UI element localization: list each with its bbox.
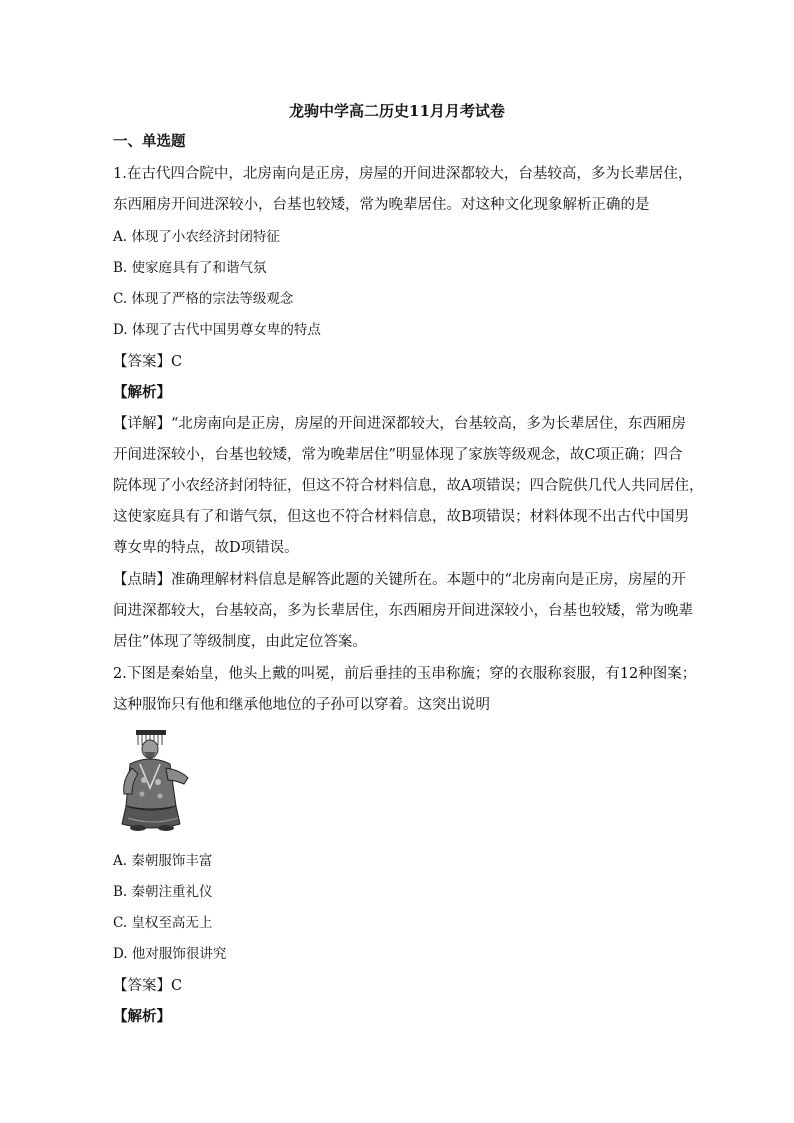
q1-answer: 【答案】C: [113, 354, 183, 370]
emperor-illustration: [114, 728, 196, 836]
q1-detail-line: 【详解】“北房南向是正房，房屋的开间进深都较大，台基较高，多为长辈居住，东西厢房: [113, 416, 686, 432]
q1-tip-line: 间进深都较大，台基较高，多为长辈居住，东西厢房开间进深较小，台基也较矮，常为晚辈: [113, 603, 693, 619]
q2-answer: 【答案】C: [113, 978, 183, 994]
q1-tip-line: 【点睛】准确理解材料信息是解答此题的关键所在。本题中的“北房南向是正房，房屋的开: [113, 572, 686, 588]
q1-option-d: D. 体现了古代中国男尊女卑的特点: [113, 322, 321, 338]
q2-option-a: A. 秦朝服饰丰富: [113, 853, 213, 869]
q1-stem-line: 1.在古代四合院中，北房南向是正房，房屋的开间进深都较大，台基较高，多为长辈居住，: [113, 166, 693, 182]
document-title: 龙驹中学高二历史11月月考试卷: [289, 102, 505, 120]
q1-option-b: B. 使家庭具有了和谐气氛: [113, 260, 267, 276]
emperor-figure-drawing: [114, 728, 196, 836]
q2-option-d: D. 他对服饰很讲究: [113, 946, 227, 962]
q1-detail-line: 院体现了小农经济封闭特征，但这不符合材料信息，故A项错误；四合院供几代人共同居住，: [113, 478, 704, 494]
q1-detail-line: 尊女卑的特点，故D项错误。: [113, 540, 299, 556]
section-heading: 一、单选题: [113, 133, 186, 150]
q2-analysis-label: 【解析】: [113, 1008, 171, 1025]
q1-detail-line: 开间进深较小，台基也较矮，常为晚辈居住”明显体现了家族等级观念，故C项正确；四合: [113, 447, 683, 463]
q1-stem-line: 东西厢房开间进深较小，台基也较矮，常为晚辈居住。对这种文化现象解析正确的是: [113, 197, 650, 213]
q1-detail-line: 这使家庭具有了和谐气氛，但这也不符合材料信息，故B项错误；材料体现不出古代中国男: [113, 509, 690, 525]
q1-analysis-label: 【解析】: [113, 384, 171, 401]
q1-tip-line: 居住”体现了等级制度，由此定位答案。: [113, 634, 367, 650]
q2-stem-line: 2.下图是秦始皇，他头上戴的叫冕，前后垂挂的玉串称旒；穿的衣服称衮服，有12种图案；: [113, 666, 697, 682]
q2-stem-line: 这种服饰只有他和继承他地位的子孙可以穿着。这突出说明: [113, 697, 490, 713]
q2-option-b: B. 秦朝注重礼仪: [113, 884, 213, 900]
q2-option-c: C. 皇权至高无上: [113, 915, 213, 931]
q1-option-c: C. 体现了严格的宗法等级观念: [113, 291, 294, 307]
q1-option-a: A. 体现了小农经济封闭特征: [113, 229, 280, 245]
